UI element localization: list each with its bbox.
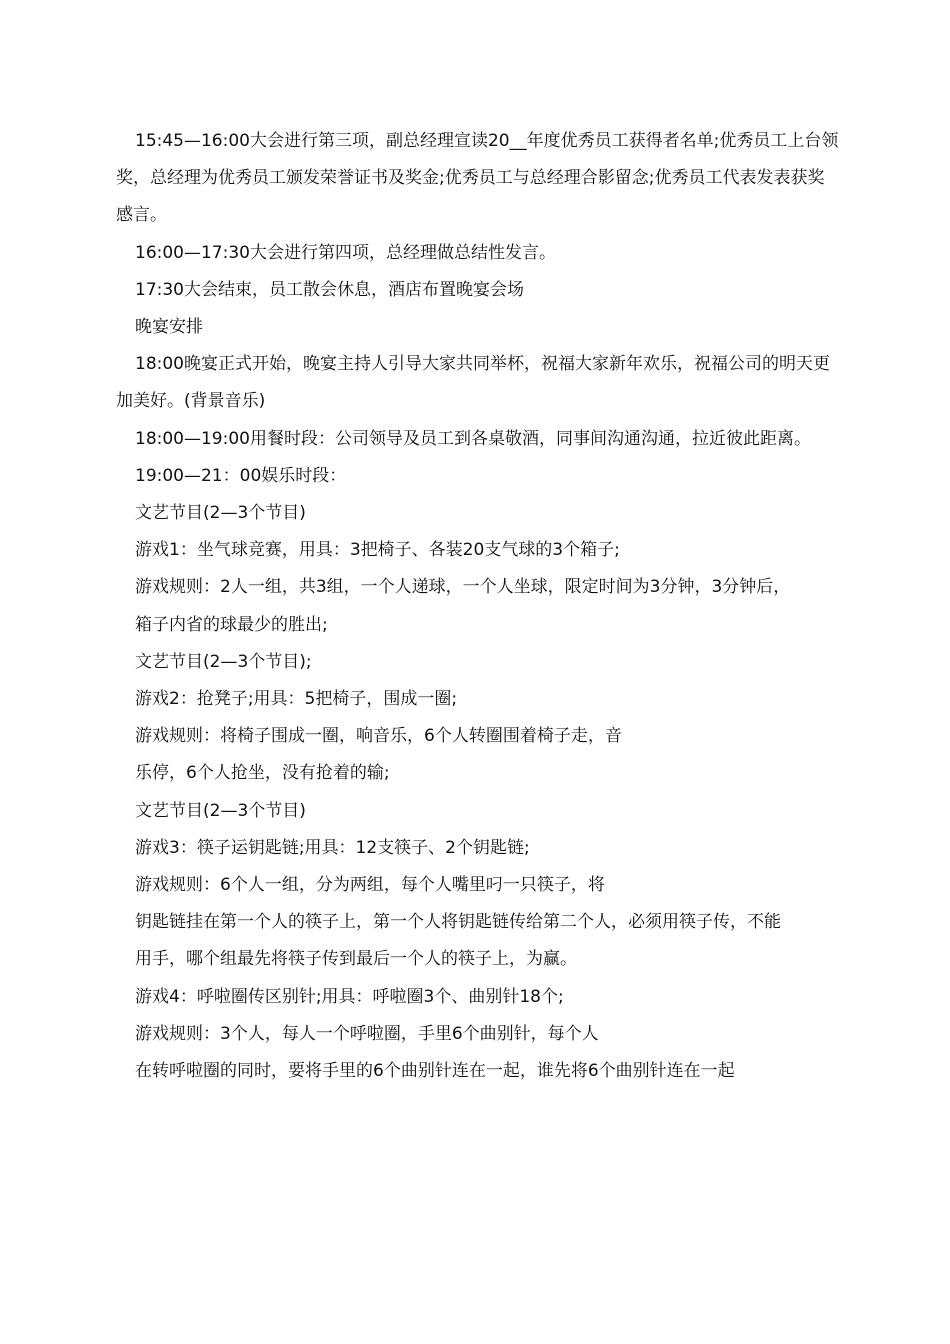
paragraph-game-2-rules: 游戏规则：将椅子围成一圈，响音乐，6个人转圈围着椅子走，音 bbox=[135, 726, 622, 747]
paragraph-performance-3: 文艺节目(2—3个节目) bbox=[135, 800, 306, 821]
paragraph-dining-period: 18:00—19:00用餐时段：公司领导及员工到各桌敬酒，同事间沟通沟通，拉近彼此距离。 bbox=[135, 428, 811, 449]
paragraph-game-4: 游戏4：呼啦圈传区别针;用具：呼啦圈3个、曲别针18个; bbox=[135, 986, 564, 1007]
paragraph-game-1-rules: 游戏规则：2人一组，共3组，一个人递球，一个人坐球，限定时间为3分钟，3分钟后， bbox=[135, 577, 791, 598]
paragraph-performance-1: 文艺节目(2—3个节目) bbox=[135, 503, 306, 524]
paragraph-game-3-rules: 游戏规则：6个人一组，分为两组，每个人嘴里叼一只筷子，将 bbox=[135, 875, 605, 896]
paragraph-game-1: 游戏1：坐气球竞赛，用具：3把椅子、各装20支气球的3个箱子; bbox=[135, 540, 620, 561]
paragraph-meeting-end: 17:30大会结束，员工散会休息，酒店布置晚宴会场 bbox=[135, 279, 524, 300]
paragraph-entertainment-period: 19:00—21：00娱乐时段： bbox=[135, 465, 347, 486]
section-heading-banquet: 晚宴安排 bbox=[135, 317, 203, 338]
paragraph-game-2-rules-cont: 乐停，6个人抢坐，没有抢着的输; bbox=[135, 763, 390, 784]
paragraph-game-1-winner: 箱子内省的球最少的胜出; bbox=[135, 614, 328, 635]
paragraph-game-3-winner: 用手，哪个组最先将筷子传到最后一个人的筷子上，为赢。 bbox=[135, 949, 577, 970]
paragraph-banquet-start: 18:00晚宴正式开始，晚宴主持人引导大家共同举杯，祝福大家新年欢乐，祝福公司的明天更加美好。(背景音乐) bbox=[116, 354, 830, 412]
paragraph-game-4-rules-cont: 在转呼啦圈的同时，要将手里的6个曲别针连在一起，谁先将6个曲别针连在一起 bbox=[135, 1061, 735, 1082]
paragraph-game-3: 游戏3：筷子运钥匙链;用具：12支筷子、2个钥匙链; bbox=[135, 837, 530, 858]
paragraph-award-ceremony: 15:45—16:00大会进行第三项，副总经理宣读20__年度优秀员工获得者名单;优秀员工上台领奖，总经理为优秀员工颁发荣誉证书及奖金;优秀员工与总经理合影留念;优秀员工代表发表获奖感言。 bbox=[116, 131, 839, 226]
paragraph-game-3-rules-cont: 钥匙链挂在第一个人的筷子上，第一个人将钥匙链传给第二个人，必须用筷子传，不能 bbox=[135, 912, 781, 933]
paragraph-game-2: 游戏2：抢凳子;用具：5把椅子，围成一圈; bbox=[135, 689, 458, 710]
paragraph-gm-speech: 16:00—17:30大会进行第四项，总经理做总结性发言。 bbox=[135, 242, 556, 263]
paragraph-performance-2: 文艺节目(2—3个节目); bbox=[135, 651, 312, 672]
document-body bbox=[116, 123, 841, 1090]
paragraph-game-4-rules: 游戏规则：3个人，每人一个呼啦圈，手里6个曲别针，每个人 bbox=[135, 1023, 599, 1044]
